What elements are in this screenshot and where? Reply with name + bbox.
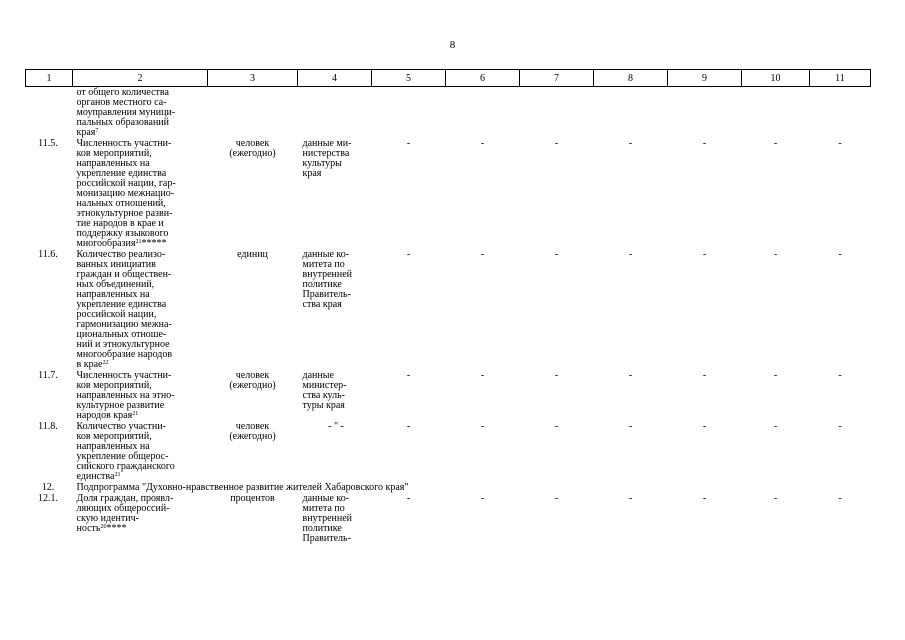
value-cell: - <box>480 138 485 149</box>
footnote-mark: ***** <box>141 238 167 249</box>
name-line: Численность участни- <box>76 370 172 381</box>
unit-line: человек <box>235 370 270 381</box>
name-line: органов местного са- <box>76 97 167 108</box>
value-cell: - <box>702 249 707 260</box>
value-cell <box>742 87 810 139</box>
source-line: ства куль- <box>302 390 345 401</box>
source-line: митета по <box>302 503 345 514</box>
value-cell: - <box>773 421 778 432</box>
value-cell: - <box>773 370 778 381</box>
value-cell: - <box>838 138 842 149</box>
value-cell: - <box>838 421 842 432</box>
name-line: тие народов в крае и <box>76 218 164 229</box>
source-line: данные ко- <box>302 493 350 504</box>
source-line: ства края <box>302 299 342 310</box>
source-line: митета по <box>302 259 345 270</box>
value-cell: - <box>480 493 485 504</box>
name-line: граждан и обществен- <box>76 269 172 280</box>
value-cell: - <box>628 249 633 260</box>
name-line: сийского гражданского <box>76 461 175 472</box>
value-cell: - <box>838 249 842 260</box>
unit-line: единиц <box>237 249 268 260</box>
name-line: многообразия$^{21}$***** <box>76 238 167 249</box>
unit-cell <box>208 87 298 139</box>
indicator-name <box>73 493 208 544</box>
name-line: укрепление единства <box>76 168 167 179</box>
name-line: этнокультурное разви- <box>76 208 173 219</box>
value-cell <box>668 87 742 139</box>
unit-cell <box>208 370 298 421</box>
footnote-mark: **** <box>106 523 127 534</box>
subprogram-row <box>26 482 871 493</box>
indicator-name <box>73 87 208 139</box>
name-line: пальных образований <box>76 117 169 128</box>
table-row <box>26 249 871 370</box>
source-line: данные <box>302 370 334 381</box>
row-number: 11.5. <box>38 138 58 149</box>
name-line: направленных на <box>76 441 150 452</box>
name-line: циональных отноше- <box>76 329 167 340</box>
value-cell: - <box>628 493 633 504</box>
table-row <box>26 87 871 139</box>
unit-cell <box>208 493 298 544</box>
subprogram-number: 12. <box>41 482 55 493</box>
value-cell <box>446 87 520 139</box>
header-cell: 11 <box>810 70 871 87</box>
footnote-ref: 20 <box>100 524 107 530</box>
value-cell: - <box>838 493 842 504</box>
name-line: российской нации, гар- <box>76 178 176 189</box>
source-line: политике <box>302 279 342 290</box>
header-cell: 2 <box>73 70 208 87</box>
indicator-name <box>73 249 208 370</box>
unit-line: человек <box>235 138 270 149</box>
name-line: ность$^{20}$**** <box>76 523 127 534</box>
row-number: 11.7. <box>38 370 58 381</box>
value-cell: - <box>628 370 633 381</box>
name-line: Количество реализо- <box>76 249 166 260</box>
name-line: ков мероприятий, <box>76 431 152 442</box>
unit-line: человек <box>235 421 270 432</box>
source-line: края <box>302 168 322 179</box>
name-line: монизацию межнацио- <box>76 188 175 199</box>
value-cell: - <box>406 249 411 260</box>
table-row <box>26 138 871 249</box>
value-cell: - <box>702 370 707 381</box>
value-cell <box>372 87 446 139</box>
footnote-ref: 7 <box>95 128 99 134</box>
header-cell: 10 <box>742 70 810 87</box>
value-cell: - <box>554 138 559 149</box>
source-line: нистерства <box>302 148 350 159</box>
table-row <box>26 493 871 544</box>
name-line: моуправления муници- <box>76 107 176 118</box>
source-line: данные ми- <box>302 138 352 149</box>
name-line: гармонизацию межна- <box>76 319 172 330</box>
value-cell: - <box>702 493 707 504</box>
indicators-table <box>25 69 871 544</box>
value-cell: - <box>702 421 707 432</box>
header-cell: 7 <box>520 70 594 87</box>
value-cell: - <box>628 421 633 432</box>
page-number: 8 <box>449 39 456 51</box>
subprogram-title: Подпрограмма "Духовно-нравственное развитие жителей Хабаровского края" <box>76 482 409 493</box>
name-line: российской нации, <box>76 309 157 320</box>
name-line: от общего количества <box>76 87 169 98</box>
source-line: данные ко- <box>302 249 350 260</box>
value-cell: - <box>406 138 411 149</box>
footnote-ref: 22 <box>102 360 109 366</box>
header-cell: 3 <box>208 70 298 87</box>
name-line: Количество участни- <box>76 421 166 432</box>
source-line: Правитель- <box>302 533 351 544</box>
source-cell <box>298 370 372 421</box>
name-line: поддержку языкового <box>76 228 169 239</box>
name-line: многообразие народов <box>76 349 173 360</box>
name-line: культурное развитие <box>76 400 165 411</box>
name-line: ний и этнокультурное <box>76 339 170 350</box>
table-body <box>26 87 871 545</box>
unit-line: (ежегодно) <box>229 431 276 442</box>
table-row <box>26 421 871 482</box>
name-line: Доля граждан, проявл- <box>76 493 174 504</box>
value-cell: - <box>773 138 778 149</box>
source-line: внутренней <box>302 513 352 524</box>
header-row <box>26 70 871 87</box>
unit-cell <box>208 421 298 482</box>
name-line: укрепление единства <box>76 299 167 310</box>
row-number <box>26 87 73 139</box>
value-cell: - <box>554 493 559 504</box>
name-line: направленных на <box>76 158 150 169</box>
value-cell: - <box>773 493 778 504</box>
name-line: в крае$^{22}$ <box>76 359 109 370</box>
source-line: министер- <box>302 380 347 391</box>
value-cell: - <box>554 421 559 432</box>
footnote-ref: 21 <box>114 472 121 478</box>
value-cell: - <box>554 370 559 381</box>
source-line: внутренней <box>302 269 352 280</box>
source-cell <box>298 493 372 544</box>
value-cell: - <box>838 370 842 381</box>
name-line: Численность участни- <box>76 138 172 149</box>
footnote-ref: 21 <box>135 239 142 245</box>
value-cell: - <box>480 370 485 381</box>
header-cell: 1 <box>26 70 73 87</box>
unit-line: (ежегодно) <box>229 380 276 391</box>
header-cell: 6 <box>446 70 520 87</box>
unit-cell <box>208 249 298 370</box>
source-cell <box>298 249 372 370</box>
name-line: ванных инициатив <box>76 259 156 270</box>
name-line: ных объединений, <box>76 279 155 290</box>
source-line: Правитель- <box>302 289 351 300</box>
name-line: направленных на <box>76 289 150 300</box>
header-cell: 8 <box>594 70 668 87</box>
value-cell <box>520 87 594 139</box>
name-line: края$^7$ <box>76 127 99 138</box>
unit-line: процентов <box>230 493 275 504</box>
row-number: 12.1. <box>38 493 58 504</box>
unit-cell <box>208 138 298 249</box>
name-line: ков мероприятий, <box>76 380 152 391</box>
value-cell: - <box>628 138 633 149</box>
value-cell: - <box>406 421 411 432</box>
row-number: 11.8. <box>38 421 58 432</box>
header-cell: 5 <box>372 70 446 87</box>
name-line: укрепление общерос- <box>76 451 169 462</box>
footnote-ref: 21 <box>132 411 139 417</box>
unit-line: (ежегодно) <box>229 148 276 159</box>
value-cell: - <box>480 421 485 432</box>
source-line: политике <box>302 523 342 534</box>
name-line: ков мероприятий, <box>76 148 152 159</box>
source-cell <box>298 138 372 249</box>
header-cell: 4 <box>298 70 372 87</box>
value-cell: - <box>406 493 411 504</box>
name-line: единства$^{21}$ <box>76 471 121 482</box>
source-cell <box>298 87 372 139</box>
name-line: направленных на этно- <box>76 390 175 401</box>
source-cell <box>298 421 372 482</box>
value-cell: - <box>406 370 411 381</box>
table-row <box>26 370 871 421</box>
row-number: 11.6. <box>38 249 58 260</box>
source-line: культуры <box>302 158 342 169</box>
value-cell <box>594 87 668 139</box>
header-cell: 9 <box>668 70 742 87</box>
value-cell: - <box>702 138 707 149</box>
indicator-name <box>73 138 208 249</box>
source-line: туры края <box>302 400 345 411</box>
value-cell: - <box>480 249 485 260</box>
name-line: народов края$^{21}$ <box>76 410 139 421</box>
indicator-name <box>73 421 208 482</box>
value-cell: - <box>554 249 559 260</box>
indicator-name <box>73 370 208 421</box>
value-cell <box>810 87 871 139</box>
value-cell: - <box>773 249 778 260</box>
name-line: скую идентич- <box>76 513 139 524</box>
name-line: ляющих общероссий- <box>76 503 170 514</box>
source-line: - " - <box>328 421 344 432</box>
name-line: нальных отношений, <box>76 198 166 209</box>
